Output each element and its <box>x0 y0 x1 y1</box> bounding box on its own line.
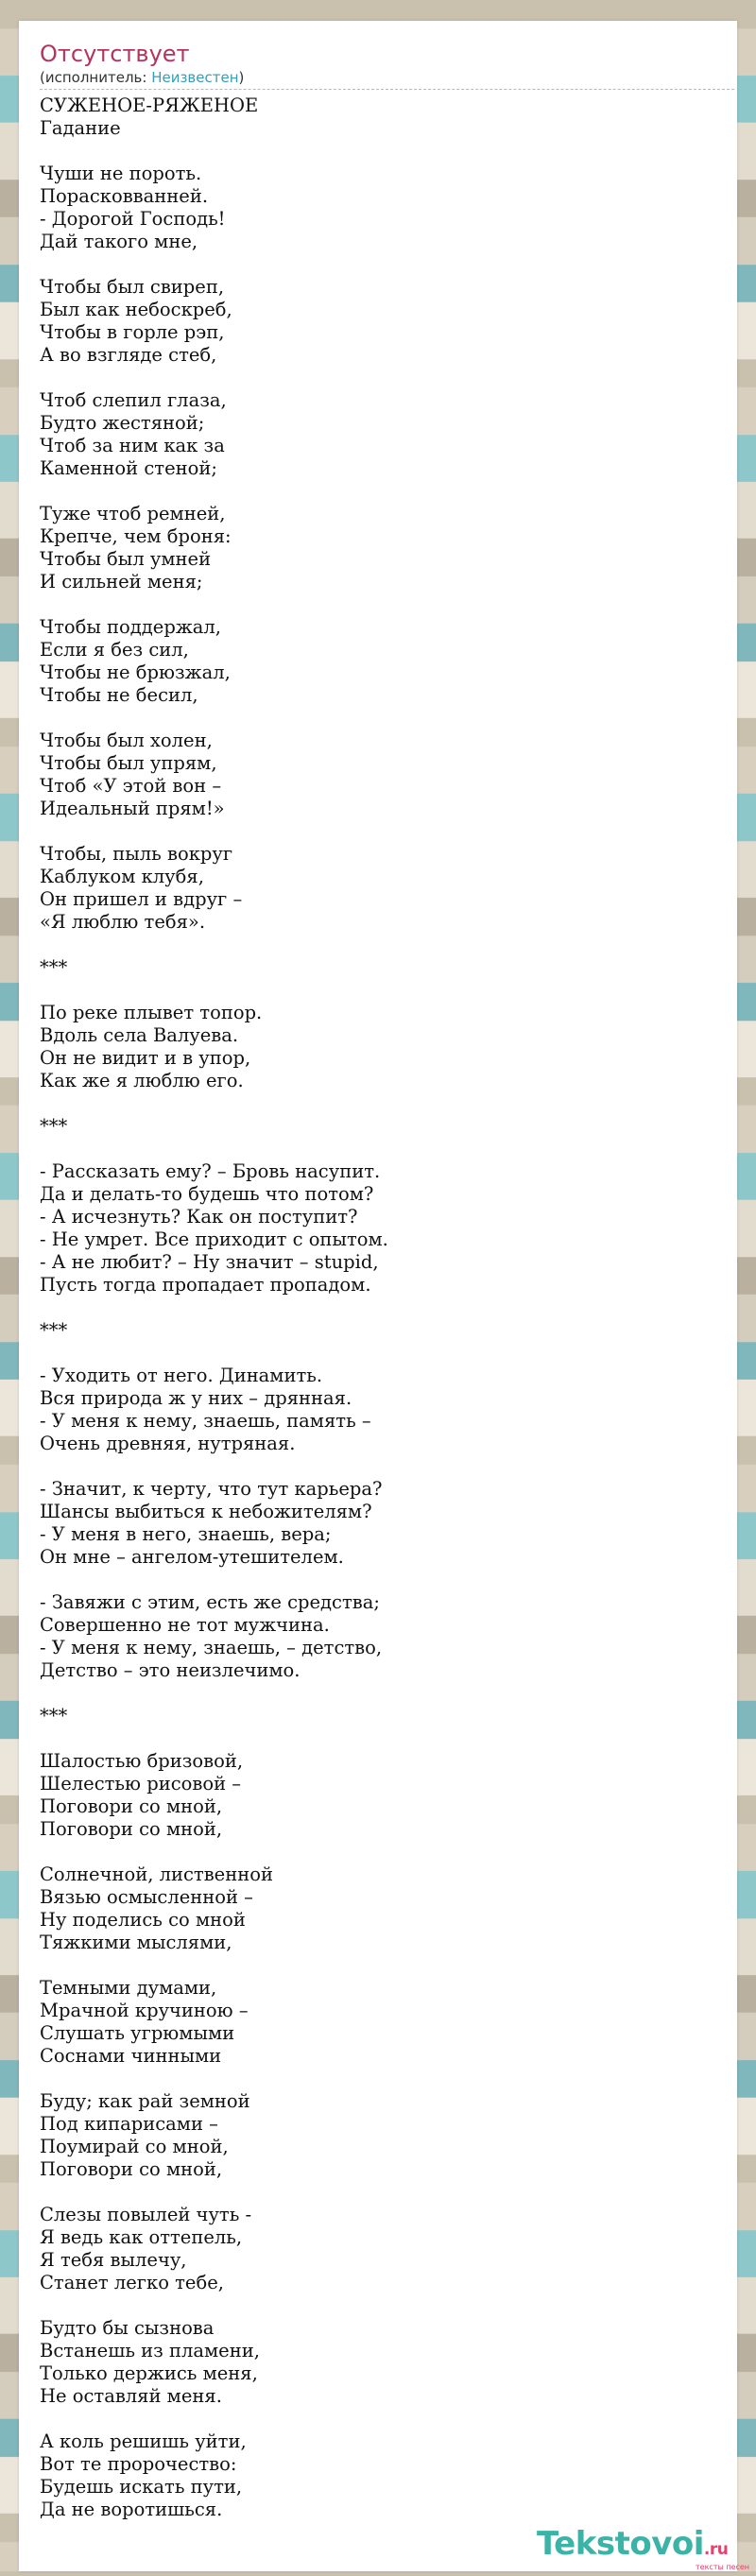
lyric-line: Чтобы был упрям, <box>40 752 217 774</box>
lyric-line: *** <box>40 956 68 978</box>
lyric-line: Будто жестяной; <box>40 412 205 434</box>
song-header <box>40 40 734 90</box>
lyric-line: Совершенно не тот мужчина. <box>40 1614 330 1636</box>
lyric-line <box>40 140 734 163</box>
lyric-line: Порасковванней. <box>40 185 209 207</box>
lyric-line: Он мне – ангелом-утешителем. <box>40 1546 344 1568</box>
lyric-line: Детство – это неизлечимо. <box>40 1659 301 1681</box>
lyric-line: Под кипарисами – <box>40 2113 218 2135</box>
lyric-line <box>40 253 734 276</box>
page-sheet <box>19 21 750 2571</box>
lyric-line <box>40 934 734 956</box>
song-title: Отсутствует <box>40 41 190 67</box>
lyric-line: - Дорогой Господь! <box>40 208 226 230</box>
lyric-line: Я ведь как оттепель, <box>40 2226 243 2248</box>
lyric-line: Буду; как рай земной <box>40 2090 250 2112</box>
site-logo[interactable] <box>537 2525 750 2576</box>
lyric-line <box>40 480 734 503</box>
lyric-line: Будешь искать пути, <box>40 2476 243 2498</box>
lyric-line: Станет легко тебе, <box>40 2272 224 2293</box>
lyric-line: Поговори со мной, <box>40 2158 223 2180</box>
lyric-line: Гадание <box>40 117 121 139</box>
lyric-line <box>40 2294 734 2317</box>
lyric-line: Встанешь из пламени, <box>40 2340 260 2361</box>
lyric-line: - Не умрет. Все приходит с опытом. <box>40 1228 388 1250</box>
lyric-line: И сильней меня; <box>40 571 203 592</box>
lyric-line: Каменной стеной; <box>40 457 217 479</box>
lyric-line: Поговори со мной, <box>40 1818 223 1840</box>
lyric-line: Вдоль села Валуева. <box>40 1024 239 1046</box>
lyric-line: - У меня к нему, знаешь, память – <box>40 1410 371 1432</box>
lyric-line: *** <box>40 1319 68 1341</box>
lyric-line: Шалостью бризовой, <box>40 1750 244 1772</box>
lyric-line <box>40 1682 734 1705</box>
lyric-line: - Уходить от него. Динамить. <box>40 1365 323 1386</box>
lyric-line: Будто бы сызнова <box>40 2317 215 2339</box>
lyric-line: СУЖЕНОЕ-РЯЖЕНОЕ <box>40 94 259 116</box>
logo-name: Tekstovoi <box>537 2525 704 2563</box>
lyric-line: Да и делать-то будешь что потом? <box>40 1183 374 1205</box>
lyric-line <box>40 2408 734 2430</box>
lyric-line: Да не воротишься. <box>40 2499 223 2520</box>
lyric-line <box>40 1138 734 1160</box>
lyric-line: Ну поделись со мной <box>40 1909 246 1931</box>
lyric-line <box>40 979 734 1002</box>
lyric-line <box>40 1092 734 1115</box>
lyric-line: Вся природа ж у них – дрянная. <box>40 1387 352 1409</box>
lyric-line: А коль решишь уйти, <box>40 2430 247 2452</box>
lyrics-text <box>40 94 734 2521</box>
lyric-line: Чтоб «У этой вон – <box>40 775 222 797</box>
lyric-line <box>40 707 734 730</box>
lyric-line: Чтобы не брюзжал, <box>40 661 231 683</box>
lyric-line: Чтоб за ним как за <box>40 435 225 456</box>
lyric-line <box>40 1954 734 1977</box>
lyric-line <box>40 820 734 843</box>
lyric-line: Чтобы в горле рэп, <box>40 321 225 343</box>
artist-prefix: (исполнитель: <box>40 69 152 86</box>
lyric-line: Поумирай со мной, <box>40 2136 229 2157</box>
lyric-line: «Я люблю тебя». <box>40 911 206 933</box>
lyric-line: Чтобы, пыль вокруг <box>40 843 233 865</box>
lyric-line: Чтобы не бесил, <box>40 684 198 706</box>
lyric-line: Слезы повылей чуть - <box>40 2204 252 2225</box>
lyric-line <box>40 1342 734 1365</box>
lyric-line: Если я без сил, <box>40 639 189 661</box>
lyric-line <box>40 1569 734 1591</box>
artist-suffix: ) <box>238 69 245 86</box>
lyric-line: Как же я люблю его. <box>40 1070 244 1091</box>
lyric-line: Пусть тогда пропадает пропадом. <box>40 1274 371 1296</box>
lyric-line: Чуши не пороть. <box>40 163 202 184</box>
lyric-line: Был как небоскреб, <box>40 299 232 320</box>
lyric-line: Поговори со мной, <box>40 1795 223 1817</box>
artist-line <box>40 68 734 87</box>
lyric-line: Чтобы был умней <box>40 548 212 570</box>
lyric-line: Тяжкими мыслями, <box>40 1932 232 1953</box>
lyric-line <box>40 2068 734 2090</box>
lyric-line: - Завяжи с этим, есть же средства; <box>40 1591 380 1613</box>
lyric-line <box>40 367 734 389</box>
lyric-line: Мрачной кручиною – <box>40 2000 249 2021</box>
logo-tagline: тексты песен <box>696 2563 750 2571</box>
lyric-line: Я тебя вылечу, <box>40 2249 187 2271</box>
lyric-line: Слушать угрюмыми <box>40 2022 235 2044</box>
lyric-line: Солнечной, лиственной <box>40 1863 273 1885</box>
lyric-line: - Рассказать ему? – Бровь насупит. <box>40 1160 381 1182</box>
lyric-line <box>40 1841 734 1863</box>
lyric-line: Он не видит и в упор, <box>40 1047 251 1069</box>
lyric-line: Крепче, чем броня: <box>40 525 232 547</box>
lyric-line: Только держись меня, <box>40 2362 258 2384</box>
lyric-line: Дай такого мне, <box>40 231 198 252</box>
lyric-line: Вязью осмысленной – <box>40 1886 253 1908</box>
lyric-line: Не оставляй меня. <box>40 2385 222 2407</box>
logo-tld: .ru <box>703 2540 729 2559</box>
artist-link[interactable]: Неизвестен <box>151 69 239 86</box>
lyric-line: Он пришел и вдруг – <box>40 888 243 910</box>
lyric-line: Чтоб слепил глаза, <box>40 389 227 411</box>
lyric-line: Соснами чинными <box>40 2045 222 2067</box>
lyric-line <box>40 1455 734 1478</box>
lyric-line: - А не любит? – Ну значит – stupid, <box>40 1251 379 1273</box>
lyric-line <box>40 593 734 616</box>
lyric-line: Вот те пророчество: <box>40 2453 237 2475</box>
lyric-line: Чтобы поддержал, <box>40 616 221 638</box>
lyric-line: Чтобы был холен, <box>40 730 213 751</box>
lyric-line: - У меня в него, знаешь, вера; <box>40 1523 332 1545</box>
lyric-line: - У меня к нему, знаешь, – детство, <box>40 1637 383 1658</box>
lyric-line: А во взгляде стеб, <box>40 344 217 366</box>
lyric-line: - Значит, к черту, что тут карьера? <box>40 1478 383 1500</box>
lyric-line: Очень древняя, нутряная. <box>40 1433 296 1454</box>
lyric-line: Шансы выбиться к небожителям? <box>40 1501 372 1522</box>
lyric-line: *** <box>40 1705 68 1726</box>
lyric-line: Шелестью рисовой – <box>40 1773 242 1795</box>
lyric-line <box>40 2181 734 2204</box>
lyric-line: *** <box>40 1115 68 1137</box>
lyric-line: Каблуком клубя, <box>40 866 204 887</box>
lyric-line: Темными думами, <box>40 1977 217 1999</box>
lyric-line: По реке плывет топор. <box>40 1002 263 1023</box>
lyric-line: Туже чтоб ремней, <box>40 503 226 524</box>
lyric-line: Идеальный прям!» <box>40 798 225 819</box>
lyric-line <box>40 1727 734 1750</box>
lyric-line <box>40 1297 734 1319</box>
lyric-line: - А исчезнуть? Как он поступит? <box>40 1206 358 1228</box>
lyric-line: Чтобы был свиреп, <box>40 276 225 298</box>
